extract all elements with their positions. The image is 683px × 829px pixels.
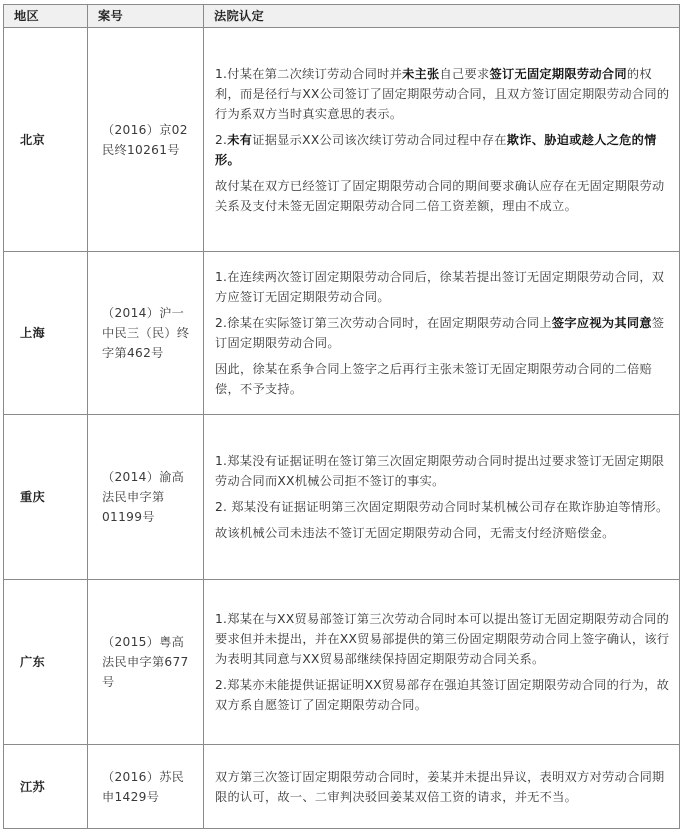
ruling-cell <box>204 745 680 829</box>
ruling-paragraph <box>215 675 671 715</box>
table-header-row <box>4 5 680 28</box>
ruling-emphasis: 签订无固定期限劳动合同 <box>489 66 627 81</box>
ruling-paragraph <box>215 64 671 124</box>
ruling-text: 2.徐某在实际签订第三次劳动合同时，在固定期限劳动合同上 <box>215 316 552 330</box>
table-row-guangdong <box>4 580 680 745</box>
table-row-chongqing <box>4 415 680 580</box>
region-cell: 江苏 <box>4 745 88 829</box>
case-number-cell: （2016）京02民终10261号 <box>88 28 204 252</box>
ruling-text: 签订固定期限劳动合同。 <box>215 316 665 350</box>
ruling-paragraph <box>215 497 671 517</box>
ruling-text: 的权利，而是径行与XX公司签订了固定期限劳动合同，且双方签订固定期限劳动合同的行为系双方当时真实意思的表示。 <box>215 66 670 121</box>
ruling-text: 故付某在双方已经签订了固定期限劳动合同的期间要求确认应存在无固定期限劳动关系及支付未签无固定期限劳动合同二倍工资差额，理由不成立。 <box>215 178 665 213</box>
ruling-text: 1.郑某在与XX贸易部签订第三次劳动合同时本可以提出签订无固定期限劳动合同的要求但并未提出，并在XX贸易部提供的第三份固定期限劳动合同上签字确认，该行为表明其同意与XX贸易部继续保持固定期限劳动合同关系。 <box>215 612 670 666</box>
ruling-text: 1.付某在第二次续订劳动合同时并 <box>215 66 403 81</box>
case-number-cell: （2014）渝高法民申字第01199号 <box>88 415 204 580</box>
court-rulings-table <box>3 4 680 829</box>
ruling-paragraph <box>215 609 671 669</box>
ruling-emphasis: 欺诈、胁迫或趁人之危的情形。 <box>215 132 657 167</box>
ruling-paragraph <box>215 176 671 216</box>
ruling-text: 2. <box>215 132 228 147</box>
ruling-text: 1.在连续两次签订固定期限劳动合同后，徐某若提出签订无固定期限劳动合同，双方应签订无固定期限劳动合同。 <box>215 270 665 304</box>
case-number-cell: （2015）粤高法民申字第677号 <box>88 580 204 745</box>
ruling-text: 自己要求 <box>439 66 490 81</box>
region-cell: 重庆 <box>4 415 88 580</box>
header-case-number: 案号 <box>88 5 204 28</box>
ruling-cell <box>204 580 680 745</box>
ruling-text: 双方第三次签订固定期限劳动合同时，姜某并未提出异议，表明双方对劳动合同期限的认可，故一、二审判决驳回姜某双倍工资的请求，并无不当。 <box>215 769 665 804</box>
ruling-paragraph <box>215 267 671 307</box>
header-region: 地区 <box>4 5 88 28</box>
case-number-cell: （2016）苏民申1429号 <box>88 745 204 829</box>
ruling-emphasis: 未有 <box>227 132 253 147</box>
case-number-cell: （2014）沪一中民三（民）终字第462号 <box>88 252 204 415</box>
region-cell: 广东 <box>4 580 88 745</box>
ruling-paragraph <box>215 523 671 543</box>
ruling-cell <box>204 28 680 252</box>
ruling-paragraph <box>215 359 671 399</box>
table-row-beijing <box>4 28 680 252</box>
ruling-paragraph <box>215 451 671 491</box>
ruling-paragraph <box>215 313 671 353</box>
ruling-emphasis: 未主张 <box>402 66 440 81</box>
ruling-text: 1.郑某没有证据证明在签订第三次固定期限劳动合同时提出过要求签订无固定期限劳动合同而XX机械公司拒不签订的事实。 <box>215 454 665 488</box>
table-row-shanghai <box>4 252 680 415</box>
region-cell: 上海 <box>4 252 88 415</box>
ruling-text: 因此，徐某在系争合同上签字之后再行主张未签订无固定期限劳动合同的二倍赔偿，不予支持。 <box>215 362 653 396</box>
ruling-paragraph <box>215 130 671 170</box>
header-court-ruling: 法院认定 <box>204 5 680 28</box>
ruling-text: 证据显示XX公司该次续订劳动合同过程中存在 <box>252 132 507 147</box>
ruling-text: 2. 郑某没有证据证明第三次固定期限劳动合同时某机械公司存在欺诈胁迫等情形。 <box>215 500 669 514</box>
ruling-text: 2.郑某亦未能提供证据证明XX贸易部存在强迫其签订固定期限劳动合同的行为，故双方系自愿签订了固定期限劳动合同。 <box>215 678 670 712</box>
region-cell: 北京 <box>4 28 88 252</box>
ruling-emphasis: 签字应视为其同意 <box>551 316 652 330</box>
ruling-cell <box>204 415 680 580</box>
ruling-text: 故该机械公司未违法不签订无固定期限劳动合同，无需支付经济赔偿金。 <box>215 526 615 540</box>
table-row-jiangsu <box>4 745 680 829</box>
ruling-cell <box>204 252 680 415</box>
ruling-paragraph <box>215 767 671 807</box>
